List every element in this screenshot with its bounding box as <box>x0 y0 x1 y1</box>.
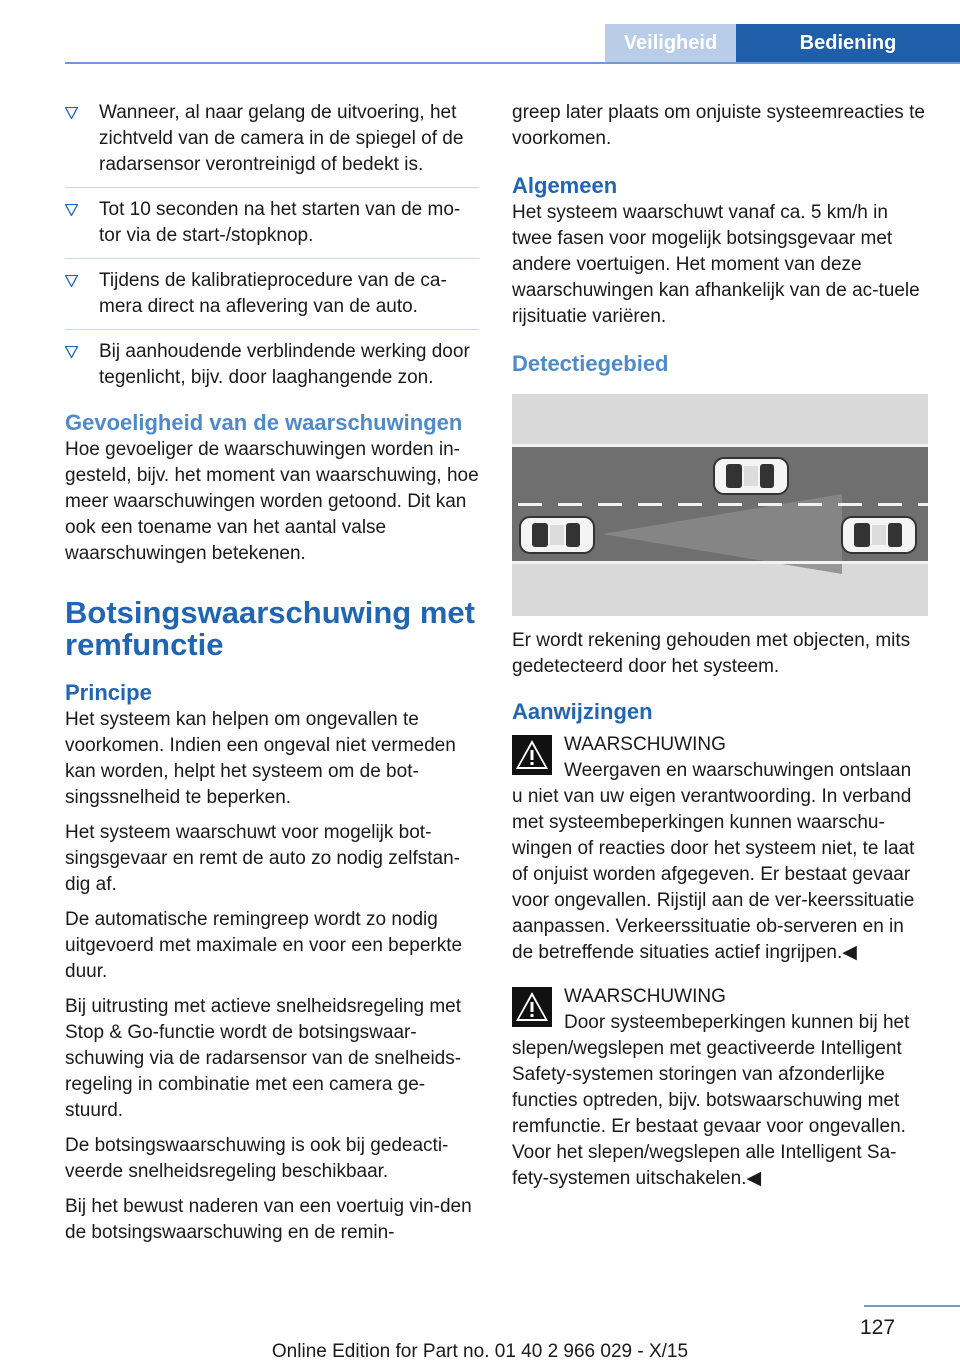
bullet-triangle-icon <box>65 204 78 216</box>
header-rule <box>65 62 960 64</box>
notes-heading: Aanwijzingen <box>512 699 653 724</box>
warning-title: WAARSCHUWING <box>564 734 726 755</box>
list-item-text: Tot 10 seconden na het starten van de mo-tor via de start-/stopknop. <box>99 199 461 246</box>
detection-area-figure <box>512 394 928 616</box>
detection-heading: Detectiegebied <box>512 351 669 376</box>
warning-text: slepen/wegslepen met geactiveerde Intelligent Safety-systemen storingen van afzonderlijke functies optreden, bijv. botswaarschuwing met remfunctie. Er bestaat gevaar voor ongevallen. Voor het slepen/wegslepen alle Intelligent Sa-fety-systemen uitschakelen.◀ <box>512 1038 906 1189</box>
car-front <box>714 458 788 494</box>
warning-text-first: Door systeembeperkingen kunnen bij het <box>564 1012 910 1033</box>
list-item-text: Wanneer, al naar gelang de uitvoering, het zichtveld van de camera in de spiegel of de radarsensor verontreinigd of bedekt is. <box>99 102 464 175</box>
tab-veiligheid[interactable]: Veiligheid <box>605 24 736 62</box>
paragraph: Het systeem waarschuwt voor mogelijk bot-singsgevaar en remt de auto zo nodig zelfstan-dig af. <box>65 822 461 895</box>
warning-text: u niet van uw eigen verantwoording. In verband met systeembeperkingen kunnen waarschu-wingen of reacties door het systeem niet, te laat of onjuist worden afgegeven. Er bestaat gevaar voor ongevallen. Rijstijl aan de ver-keerssituatie aanpassen. Verkeerssituatie ob-serveren en in de betreffende situaties actief ingrijpen.◀ <box>512 786 915 963</box>
general-heading: Algemeen <box>512 173 618 198</box>
list-item-text: Bij aanhoudende verblindende werking door tegenlicht, bijv. door laaghangende zon. <box>99 341 470 388</box>
paragraph: De automatische remingreep wordt zo nodig uitgevoerd met maximale en voor een beperkte duur. <box>65 909 463 982</box>
continuation-text: greep later plaats om onjuiste systeemreacties te voorkomen. <box>512 102 925 149</box>
list-item <box>65 339 479 400</box>
warning-icon <box>512 987 552 1027</box>
left-column <box>65 100 479 1255</box>
edition-note: Online Edition for Part no. 01 40 2 966 029 - X/15 <box>271 1341 689 1362</box>
principle-heading: Principe <box>65 680 152 705</box>
warning-text-first: Weergaven en waarschuwingen ontslaan <box>564 760 912 781</box>
paragraph: Bij het bewust naderen van een voertuig vin-den de botsingswaarschuwing en de remin- <box>65 1196 472 1243</box>
sensitivity-text: Hoe gevoeliger de waarschuwingen worden in-gesteld, bijv. het moment van waarschuwing, hoe meer waarschuwingen worden getoond. Dit kan ook een toename van het aantal valse waarschuwingen betekenen. <box>65 439 479 564</box>
warning-block <box>512 984 928 1192</box>
page-number: 127 <box>860 1316 896 1339</box>
bullet-triangle-icon <box>65 275 78 287</box>
condition-list <box>65 100 479 400</box>
right-column <box>512 100 928 1198</box>
list-item-text: Tijdens de kalibratieprocedure van de ca-mera direct na aflevering van de auto. <box>99 270 447 317</box>
sensitivity-heading: Gevoeligheid van de waarschuwingen <box>65 410 463 435</box>
list-item <box>65 268 479 330</box>
bullet-triangle-icon <box>65 107 78 119</box>
warning-icon <box>512 735 552 775</box>
car-ego <box>520 517 594 553</box>
bullet-triangle-icon <box>65 346 78 358</box>
paragraph: De botsingswaarschuwing is ook bij gedeacti-veerde snelheidsregeling beschikbaar. <box>65 1135 449 1182</box>
tab-bediening[interactable]: Bediening <box>736 24 960 62</box>
detection-text: Er wordt rekening gehouden met objecten, mits gedetecteerd door het systeem. <box>512 630 911 677</box>
section-title: Botsingswaarschuwing met remfunctie <box>65 595 475 662</box>
list-item <box>65 197 479 259</box>
general-text: Het systeem waarschuwt vanaf ca. 5 km/h in twee fasen voor mogelijk botsingsgevaar met andere voertuigen. Het moment van deze waarschuwingen kan afhankelijk van de ac-tuele rijsituatie variëren. <box>512 202 920 327</box>
car-target <box>842 517 916 553</box>
paragraph: Bij uitrusting met actieve snelheidsregeling met Stop & Go-functie wordt de botsingswaar-schuwing via de radarsensor van de snelheids-regeling in combinatie met een camera ge-stuurd. <box>65 996 462 1121</box>
warning-block <box>512 732 928 966</box>
detection-area-diagram <box>512 394 928 616</box>
list-item <box>65 100 479 188</box>
footer-rule <box>864 1305 960 1307</box>
paragraph: Het systeem kan helpen om ongevallen te voorkomen. Indien een ongeval niet vermeden kan worden, helpt het systeem om de bot-singssnelheid te beperken. <box>65 709 456 808</box>
warning-title: WAARSCHUWING <box>564 986 726 1007</box>
